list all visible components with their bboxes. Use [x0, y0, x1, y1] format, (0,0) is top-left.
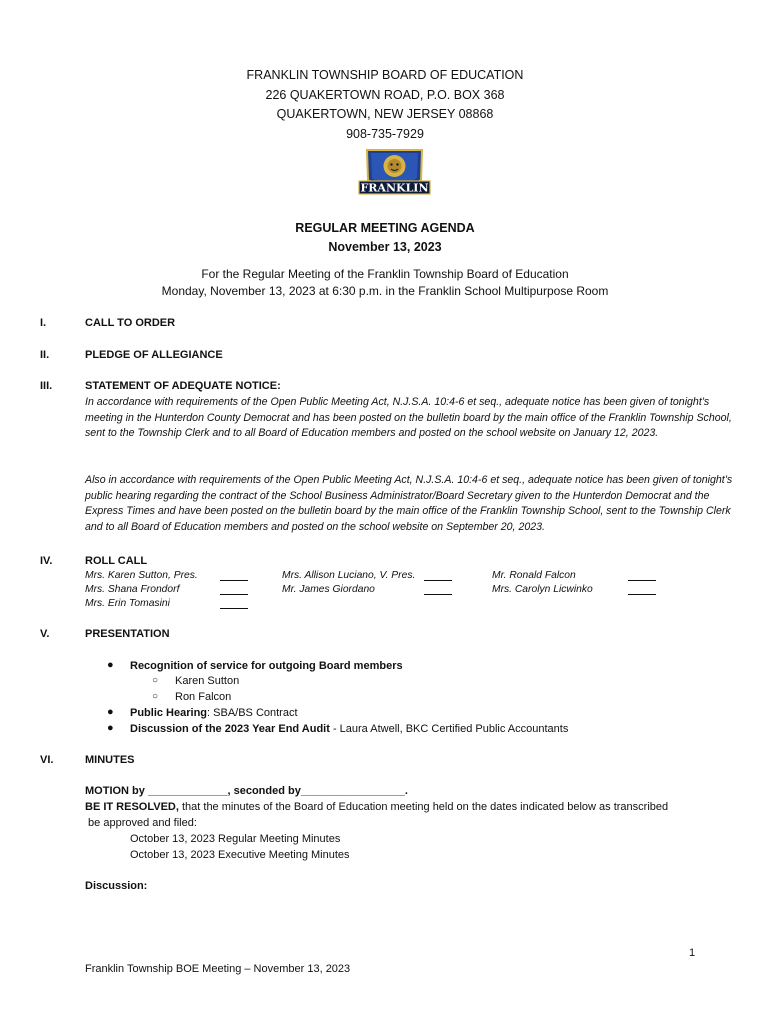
item-detail: - Laura Atwell, BKC Certified Public Accountants: [329, 723, 569, 735]
section-number: IV.: [40, 555, 53, 567]
roll-member: Mrs. Erin Tomasini: [85, 598, 170, 609]
presentation-item: [130, 723, 568, 735]
roll-blank: [220, 583, 248, 595]
resolution-text-continued: be approved and filed:: [85, 817, 197, 829]
roll-member: Mrs. Shana Frondorf: [85, 584, 180, 595]
item-detail: : SBA/BS Contract: [207, 707, 298, 719]
roll-blank: [424, 583, 452, 595]
section-title-pledge: PLEDGE OF ALLEGIANCE: [85, 349, 223, 361]
presentation-subitem: Ron Falcon: [175, 691, 232, 703]
item-bold-label: Public Hearing: [130, 707, 208, 719]
section-title-call-to-order: CALL TO ORDER: [85, 317, 176, 329]
section-number: I.: [40, 317, 47, 329]
minutes-item: October 13, 2023 Regular Meeting Minutes: [130, 833, 341, 845]
agenda-title-block: [0, 219, 770, 257]
meeting-intro: [0, 266, 770, 300]
logo-wordmark: FRANKLIN: [360, 181, 429, 195]
sub-bullet-icon: ○: [152, 675, 159, 686]
discussion-label: Discussion:: [85, 880, 148, 892]
sub-bullet-icon: ○: [152, 691, 159, 702]
roll-blank: [628, 569, 656, 581]
roll-member: Mr. James Giordano: [282, 584, 375, 595]
page-number: 1: [689, 947, 696, 959]
roll-blank: [220, 597, 248, 609]
presentation-item: [130, 707, 298, 719]
roll-blank: [628, 583, 656, 595]
org-phone: 908-735-7929: [346, 126, 424, 141]
section-number: III.: [40, 380, 53, 392]
section-title-presentation: PRESENTATION: [85, 628, 170, 640]
notice-paragraph-1: In accordance with requirements of the Open Public Meeting Act, N.J.S.A. 10:4-6 et seq., adequate notice has been given of tonight’s meeting in the Hunterdon County Democrat and has been posted on the bulletin board by the main office of the Franklin Township School, sent to the Township Clerk and to all Board of Education members and posted on the school website on January 12, 2023.: [85, 396, 732, 440]
letterhead: [0, 66, 770, 144]
section-number: II.: [40, 349, 50, 361]
franklin-lion-logo: [357, 146, 432, 200]
intro-line-2: Monday, November 13, 2023 at 6:30 p.m. in the Franklin School Multipurpose Room: [161, 284, 609, 298]
agenda-date: November 13, 2023: [328, 240, 442, 254]
org-city: QUAKERTOWN, NEW JERSEY 08868: [276, 107, 494, 121]
section-title-notice: STATEMENT OF ADEQUATE NOTICE:: [85, 380, 281, 392]
resolution-rest: that the minutes of the Board of Education meeting held on the dates indicated below as transcribed: [178, 801, 669, 813]
section-title-roll-call: ROLL CALL: [85, 555, 148, 567]
org-name: FRANKLIN TOWNSHIP BOARD OF EDUCATION: [246, 68, 524, 82]
org-address: 226 QUAKERTOWN ROAD, P.O. BOX 368: [265, 87, 505, 102]
section-title-minutes: MINUTES: [85, 754, 135, 766]
bullet-icon: ●: [107, 722, 114, 734]
roll-blank: [424, 569, 452, 581]
bullet-icon: ●: [107, 659, 114, 671]
page-footer: Franklin Township BOE Meeting – November 13, 2023: [85, 963, 351, 975]
section-number: VI.: [40, 754, 54, 766]
roll-member: Mr. Ronald Falcon: [492, 570, 576, 581]
presentation-item: Recognition of service for outgoing Board members: [130, 660, 403, 672]
section-number: V.: [40, 628, 50, 640]
agenda-title: REGULAR MEETING AGENDA: [295, 221, 475, 235]
motion-line: MOTION by _____________, seconded by_________________.: [85, 785, 408, 797]
resolution-text: [85, 799, 668, 815]
minutes-item: October 13, 2023 Executive Meeting Minutes: [130, 849, 350, 861]
roll-member: Mrs. Carolyn Licwinko: [492, 584, 593, 595]
roll-blank: [220, 569, 248, 581]
roll-member: Mrs. Karen Sutton, Pres.: [85, 570, 198, 581]
notice-paragraph-2: Also in accordance with requirements of the Open Public Meeting Act, N.J.S.A. 10:4-6 et seq., adequate notice has been given of tonight’s public hearing regarding the contract of the School Business Administrator/Board Secretary given to the Hunterdon Democrat and the Express Times and have been posted on the bulletin board by the main office of the Franklin Township School, sent to the Township Clerk and to all Board of Education members and posted on the school website on September 20, 2023.: [85, 474, 733, 533]
item-bold-label: Discussion of the 2023 Year End Audit: [130, 723, 330, 735]
presentation-subitem: Karen Sutton: [175, 675, 240, 687]
roll-member: Mrs. Allison Luciano, V. Pres.: [282, 570, 416, 581]
bullet-icon: ●: [107, 706, 114, 718]
resolution-bold: BE IT RESOLVED,: [85, 801, 179, 813]
intro-line-1: For the Regular Meeting of the Franklin Township Board of Education: [201, 267, 569, 281]
